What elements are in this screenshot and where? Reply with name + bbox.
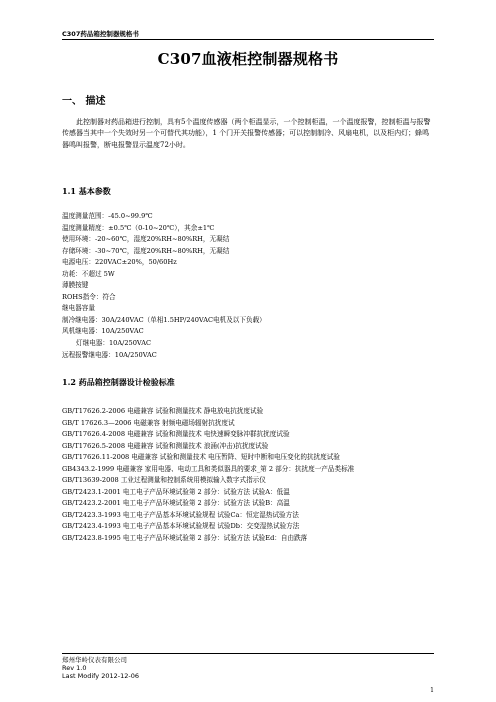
spec-item: 风机继电器：10A/250VAC — [62, 327, 144, 336]
footer-revision: Rev 1.0 — [62, 664, 87, 672]
intro-paragraph: 此控制器对药品箱进行控制，具有5个温度传感器（两个柜温显示，一个控制柜温，一个温度报警，控制柜温与报警传感器当其中一个失效时另一个可替代其功能），1 个门开关报警传感器；可以控制制冷、风扇电机，以及柜内灯；蜂鸣器鸣叫报警，断电报警显示温度72小时。 — [62, 118, 431, 149]
spec-list — [62, 211, 266, 361]
running-header: C307药品箱控制器规格书 — [62, 30, 139, 38]
spec-item: 继电器容量 — [62, 304, 95, 313]
standard-item: GB/T13639-2008 工业过程测量和控制系统用模拟输入数字式指示仪 — [62, 476, 266, 484]
spec-item: ROHS指令：符合 — [62, 292, 116, 301]
spec-item: 功耗：不超过 5W — [62, 269, 115, 278]
standard-item: GB/T2423.3-1993 电工电子产品基本环境试验规程 试验Ca：恒定湿热试验方法 — [62, 510, 299, 519]
spec-item: 薄膜按键 — [62, 281, 89, 290]
spec-item: 制冷继电器：30A/240VAC（单相1.5HP/240VAC电机及以下负载） — [62, 315, 266, 324]
section-heading-description: 一、 描述 — [62, 96, 106, 107]
spec-item: 远程报警继电器：10A/250VAC — [62, 350, 157, 359]
footer-company: 郑州华岭仪表有限公司 — [62, 656, 127, 664]
spec-item: 存储环境：-30~70℃，湿度20%RH~80%RH，无凝结 — [62, 246, 230, 255]
standard-item: GB4343.2-1999 电磁兼容 家用电器、电动工具和类似器具的要求_第 2 部分：抗扰度一产品类标准 — [62, 464, 355, 473]
standards-list — [62, 406, 434, 544]
header-rule — [62, 39, 434, 40]
spec-item: 使用环境：-20~60℃，湿度20%RH~80%RH，无凝结 — [62, 235, 230, 244]
standard-item: GB/T2423.4-1993 电工电子产品基本环境试验规程 试验Db：交变湿热试验方法 — [62, 522, 300, 530]
standard-item: GB/T2423.2-2001 电工电子产品环境试验第 2 部分：试验方法 试验B：高温 — [62, 499, 290, 507]
standard-item: GB/T17626.11-2008 电磁兼容 试验和测量技术 电压暂降、短时中断和电压变化的抗扰度试验 — [62, 453, 340, 461]
spec-item: 灯继电器：10A/250VAC — [76, 339, 152, 348]
footer-last-modified: Last Modify 2012-12-06 — [62, 672, 139, 680]
spec-item: 温度测量范围：-45.0~99.9℃ — [62, 212, 153, 220]
footer — [62, 656, 139, 680]
standard-item: GB/T17626.4-2008 电磁兼容 试验和测量技术 电快速瞬变脉冲群抗扰度试验 — [62, 430, 290, 438]
standard-item: GB/T 17626.3—2006 电磁兼容 射频电磁场辐射抗扰度试 — [62, 418, 235, 427]
page-number: 1 — [430, 687, 434, 694]
spec-item: 电源电压：220VAC±20%，50/60Hz — [62, 258, 177, 267]
footer-rule — [62, 653, 434, 654]
standard-item: GB/T17626.2-2006 电磁兼容 试验和测量技术 静电放电抗扰度试验 — [62, 407, 264, 415]
document-title: C307血液柜控制器规格书 — [157, 50, 339, 68]
standard-item: GB/T2423.1-2001 电工电子产品环境试验第 2 部分：试验方法 试验A：低温 — [62, 487, 290, 496]
spec-item: 温度测量精度：±0.5℃（0-10~20℃），其余±1℃ — [62, 223, 215, 232]
standard-item: GB/T17626.5-2008 电磁兼容 试验和测量技术 浪涌(冲击)抗扰度试验 — [62, 441, 269, 450]
standard-item: GB/T2423.8-1995 电工电子产品环境试验第 2 部分：试验方法 试验Ed：自由跌落 — [62, 533, 308, 542]
section-heading-standards: 1.2 药品箱控制器设计检验标准 — [62, 377, 175, 387]
section-heading-basic-params: 1.1 基本参数 — [62, 186, 111, 196]
